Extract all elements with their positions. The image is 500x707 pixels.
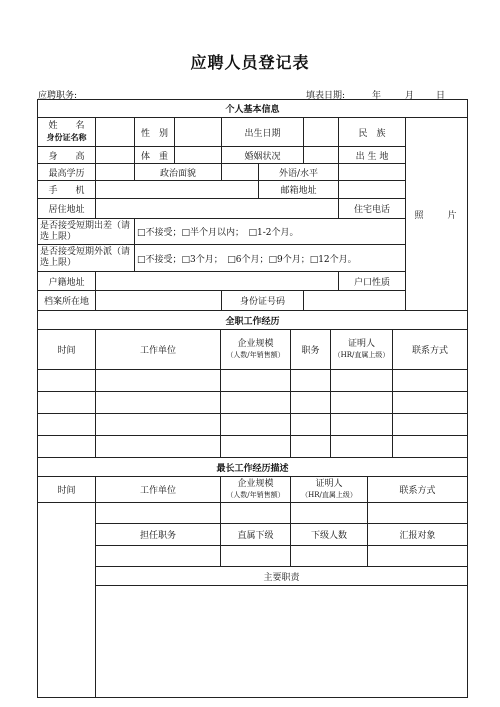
work-time-header: 时间 xyxy=(38,330,96,370)
held-post-label: 担任职务 xyxy=(96,524,221,546)
political-value[interactable] xyxy=(222,164,259,181)
political-label: 政治面貌 xyxy=(135,164,222,181)
report-to-label: 汇报对象 xyxy=(368,524,468,546)
marital-label: 婚姻状况 xyxy=(222,147,304,164)
main-duties-label: 主要职责 xyxy=(96,567,468,586)
work-scale-header: 企业规模 （人数/年销售额） xyxy=(221,330,291,370)
archive-label: 档案所在地 xyxy=(38,291,96,311)
work-post-header: 职务 xyxy=(291,330,331,370)
birthplace-label: 出 生 地 xyxy=(339,147,406,164)
name-value[interactable] xyxy=(96,118,135,147)
email-label: 邮箱地址 xyxy=(259,181,339,199)
mobile-value[interactable] xyxy=(96,181,259,199)
weight-label: 体 重 xyxy=(135,147,175,164)
language-label: 外语/水平 xyxy=(259,164,339,181)
id-no-label: 身份证号码 xyxy=(222,291,304,311)
longest-time-header: 时间 xyxy=(38,477,96,503)
education-value[interactable] xyxy=(96,164,135,181)
table-row xyxy=(38,392,468,414)
photo-box[interactable]: 照 片 xyxy=(406,118,468,311)
birth-label: 出生日期 xyxy=(222,118,304,147)
longest-contact-header: 联系方式 xyxy=(368,477,468,503)
ethnic-label: 民 族 xyxy=(339,118,406,147)
trip-options[interactable]: □不接受；□半个月以内； □1-2个月。 xyxy=(135,219,406,245)
marital-value[interactable] xyxy=(304,147,339,164)
table-row xyxy=(38,370,468,392)
education-label: 最高学历 xyxy=(38,164,96,181)
longest-time-value[interactable] xyxy=(38,503,96,698)
name-label: 姓 名 身份证名称 xyxy=(38,118,96,147)
id-no-value[interactable] xyxy=(304,291,406,311)
height-value[interactable] xyxy=(96,147,135,164)
birth-value[interactable] xyxy=(304,118,339,147)
position-label: 应聘职务: xyxy=(38,91,78,101)
work-history-table xyxy=(37,310,468,458)
table-row xyxy=(38,414,468,436)
longest-scale-header: 企业规模 （人数/年销售额） xyxy=(221,477,291,503)
longest-section-title: 最长工作经历描述 xyxy=(38,458,468,477)
table-row xyxy=(38,436,468,458)
address-value[interactable] xyxy=(96,199,339,219)
basic-section-title: 个人基本信息 xyxy=(38,100,468,118)
assign-question: 是否接受短期外派（请选上限） xyxy=(38,245,135,272)
month-label: 月 xyxy=(405,91,415,101)
archive-value[interactable] xyxy=(96,291,222,311)
language-value[interactable] xyxy=(339,164,406,181)
direct-sub-label: 直属下级 xyxy=(221,524,291,546)
work-contact-header: 联系方式 xyxy=(393,330,468,370)
page-title: 应聘人员登记表 xyxy=(190,53,310,72)
year-label: 年 xyxy=(372,91,382,101)
longest-unit-header: 工作单位 xyxy=(96,477,221,503)
work-section-title: 全职工作经历 xyxy=(38,311,468,330)
work-unit-header: 工作单位 xyxy=(96,330,221,370)
basic-info-table xyxy=(37,99,468,311)
gender-label: 性 别 xyxy=(135,118,175,147)
longest-work-table xyxy=(37,457,468,698)
address-label: 居住地址 xyxy=(38,199,96,219)
sub-count-label: 下级人数 xyxy=(291,524,368,546)
mobile-label: 手 机 xyxy=(38,181,96,199)
day-label: 日 xyxy=(436,91,446,101)
trip-question: 是否接受短期出差（请选上限） xyxy=(38,219,135,245)
date-label: 填表日期: xyxy=(306,91,346,101)
email-value[interactable] xyxy=(339,181,406,199)
weight-value[interactable] xyxy=(175,147,222,164)
work-ref-header: 证明人 （HR/直属上级） xyxy=(331,330,393,370)
home-phone-label: 住宅电话 xyxy=(339,199,406,219)
height-label: 身 高 xyxy=(38,147,96,164)
hukou-type-label: 户口性质 xyxy=(339,272,406,291)
assign-options[interactable]: □不接受；□3个月； □6个月；□9个月；□12个月。 xyxy=(135,245,406,272)
hukou-value[interactable] xyxy=(96,272,339,291)
hukou-label: 户籍地址 xyxy=(38,272,96,291)
main-duties-value[interactable] xyxy=(96,586,468,698)
longest-ref-header: 证明人 （HR/直属上级） xyxy=(291,477,368,503)
gender-value[interactable] xyxy=(175,118,222,147)
